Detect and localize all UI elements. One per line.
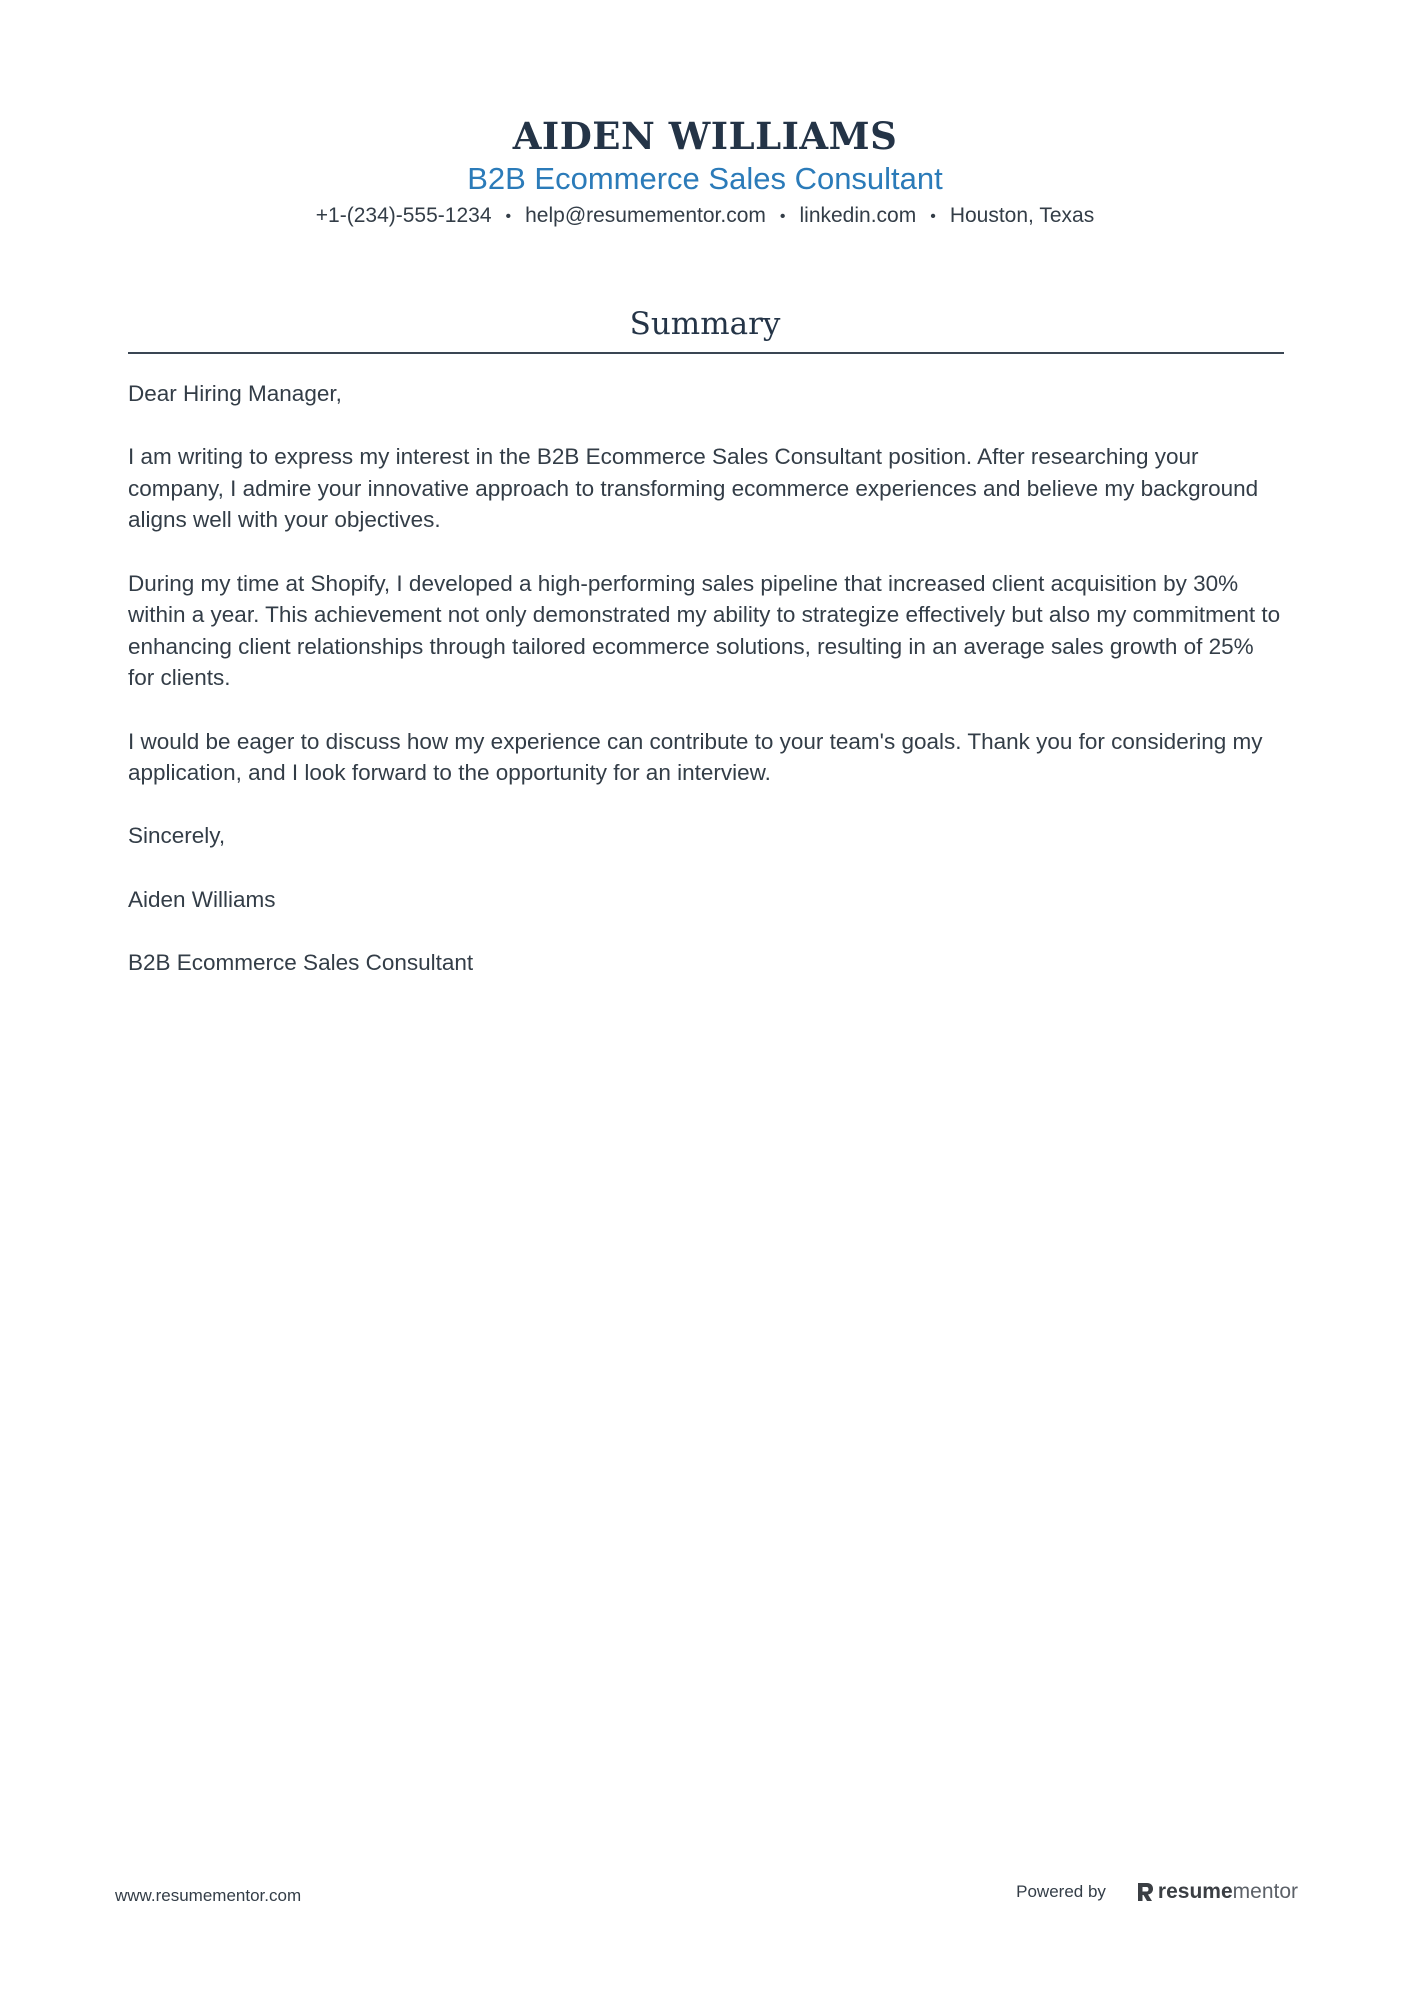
letter-greeting: Dear Hiring Manager, bbox=[128, 381, 342, 406]
contact-location: Houston, Texas bbox=[949, 204, 1095, 227]
contact-linkedin[interactable]: linkedin.com bbox=[799, 204, 917, 227]
separator-bullet: • bbox=[505, 208, 512, 225]
letter-header bbox=[0, 112, 1410, 232]
letter-paragraph-3: I would be eager to discuss how my experience can contribute to your team's goals. Thank you for considering my application, and I look forward to the opportunity for an interview. bbox=[128, 728, 1263, 786]
footer-branding bbox=[1016, 1880, 1298, 1904]
separator-bullet: • bbox=[930, 208, 936, 225]
section-divider bbox=[128, 352, 1284, 354]
brand-logo[interactable] bbox=[1136, 1880, 1298, 1904]
signature-title: B2B Ecommerce Sales Consultant bbox=[128, 949, 474, 975]
signature-name: Aiden Williams bbox=[128, 886, 276, 912]
letter-paragraph-2: During my time at Shopify, I developed a high-performing sales pipeline that increased client acquisition by 30% within a year. This achievement not only demonstrated my ability to strategize effectively but also my commitment to enhancing client relationships through tailored ecommerce solutions, resulting in an average sales growth of 25% for clients. bbox=[128, 570, 1281, 691]
letter-closing: Sincerely, bbox=[128, 823, 226, 849]
resumementor-logo-icon bbox=[1136, 1881, 1154, 1903]
letter-paragraph-1: I am writing to express my interest in the B2B Ecommerce Sales Consultant position. After researching your company, I admire your innovative approach to transforming ecommerce experiences and believe my background aligns well with your objectives. bbox=[128, 444, 1259, 533]
footer-website-link[interactable]: www.resumementor.com bbox=[115, 1886, 302, 1905]
candidate-name: AIDEN WILLIAMS bbox=[512, 114, 898, 158]
contact-email[interactable]: help@resumementor.com bbox=[525, 204, 766, 227]
brand-name-bold: resume bbox=[1157, 1880, 1233, 1903]
separator-bullet: • bbox=[779, 208, 786, 225]
brand-name-light: mentor bbox=[1232, 1880, 1298, 1903]
contact-line bbox=[0, 201, 1410, 232]
candidate-role: B2B Ecommerce Sales Consultant bbox=[467, 161, 943, 196]
contact-phone: +1-(234)-555-1234 bbox=[315, 204, 492, 227]
section-title-summary: Summary bbox=[629, 306, 781, 342]
letter-body bbox=[128, 378, 1284, 1010]
powered-by-label: Powered by bbox=[1016, 1882, 1106, 1901]
